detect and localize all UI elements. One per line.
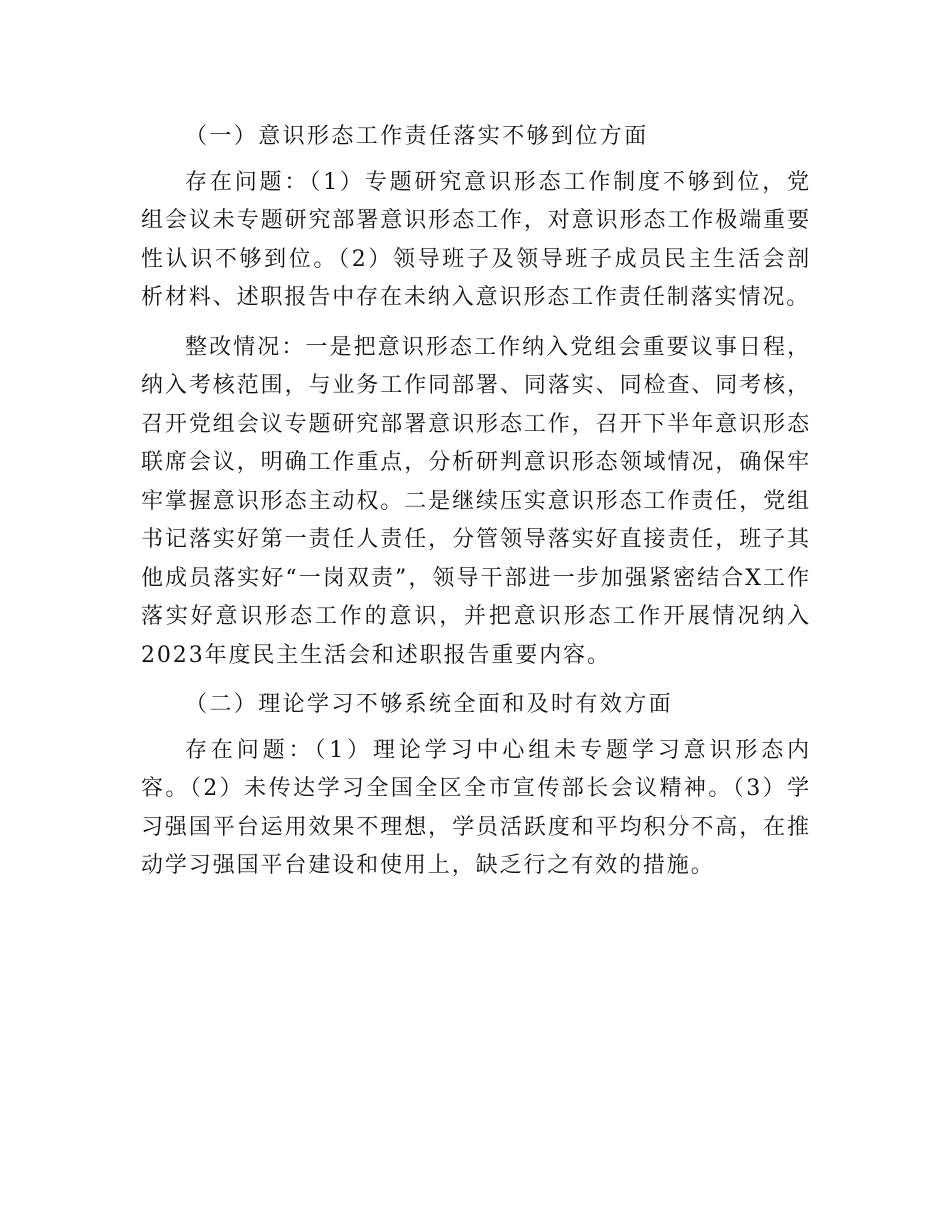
section-2-heading: （二）理论学习不够系统全面和及时有效方面 bbox=[185, 692, 674, 717]
section-1-rectification-paragraph: 整改情况：一是把意识形态工作纳入党组会重要议事日程，纳入考核范围，与业务工作同部署、同落实、同检查、同考核，召开党组会议专题研究部署意识形态工作，召开下半年意识形态联席会议，明确工作重点，分析研判意识形态领域情况，确保牢牢掌握意识形态主动权。二是继续压实意识形态工作责任，党组书记落实好第一责任人责任，分管领导落实好直接责任，班子其他成员落实好“一岗双责”，领导干部进一步加强紧密结合X工作落实好意识形态工作的意识，并把意识形态工作开展情况纳入2023年度民主生活会和述职报告重要内容。 bbox=[141, 334, 811, 668]
section-1-heading: （一）意识形态工作责任落实不够到位方面 bbox=[185, 124, 649, 149]
section-2-problem-paragraph: 存在问题：（1）理论学习中心组未专题学习意识形态内容。（2）未传达学习全国全区全市宣传部长会议精神。（3）学习强国平台运用效果不理想，学员活跃度和平均积分不高，在推动学习强国平台建设和使用上，缺乏行之有效的措施。 bbox=[141, 737, 811, 878]
section-1-problem-paragraph: 存在问题：（1）专题研究意识形态工作制度不够到位，党组会议未专题研究部署意识形态工作，对意识形态工作极端重要性认识不够到位。（2）领导班子及领导班子成员民主生活会剖析材料、述职报告中存在未纳入意识形态工作责任制落实情况。 bbox=[141, 169, 811, 310]
document-body bbox=[141, 118, 811, 897]
